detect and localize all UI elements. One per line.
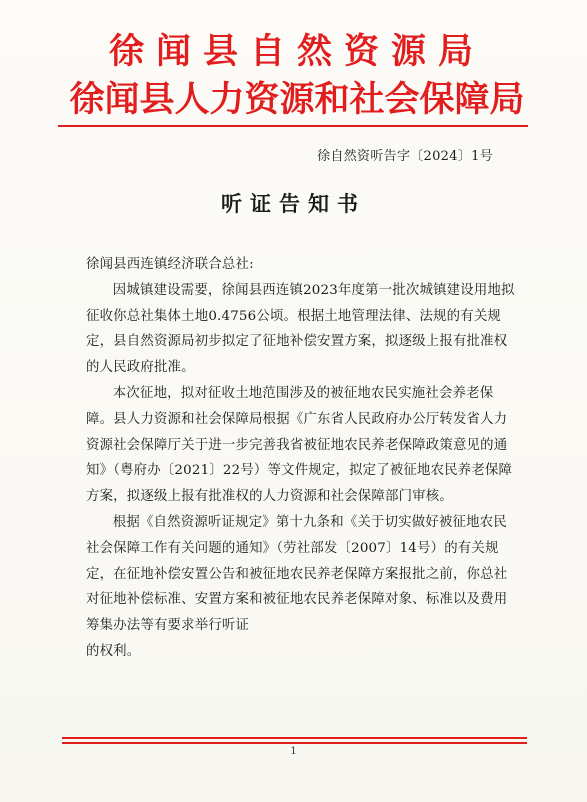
issuer-name-2: 徐闻县人力资源和社会保障局 — [69, 79, 525, 120]
body-paragraph-3: 根据《自然资源听证规定》第十九条和《关于切实做好被征地农民社会保障工作有关问题的通知》（劳社部发〔2007〕14号）的有关规定，在征地补偿安置公告和被征地农民养老保障方案报批之前，你总社对征地补偿标准、安置方案和被征地农民养老保障对象、标准以及费用筹集办法等有要求举行听证 — [86, 514, 508, 634]
page-number: 1 — [290, 746, 297, 757]
salutation: 徐闻县西连镇经济联合总社: — [86, 257, 254, 272]
header-divider — [58, 125, 528, 127]
issuer-name-1: 徐闻县自然资源局 — [108, 31, 485, 72]
footer-divider-bottom — [62, 742, 527, 744]
document-number: 徐自然资听告字〔2024〕1号 — [317, 149, 493, 164]
body-paragraph-tail: 的权利。 — [86, 643, 141, 659]
document-body — [86, 252, 516, 665]
body-paragraph-2: 本次征地，拟对征收土地范围涉及的被征地农民实施社会养老保障。县人力资源和社会保障局根据《广东省人民政府办公厅转发省人力资源社会保障厅关于进一步完善我省被征地农民养老保障政策意见的通知》（粤府办〔2021〕22号）等文件规定，拟定了被征地农民养老保障方案，拟逐级上报有批准权的人力资源和社会保障部门审核。 — [86, 385, 513, 505]
document-title: 听证告知书 — [221, 191, 366, 216]
footer-divider-top — [62, 737, 527, 739]
body-paragraph-1: 因城镇建设需要，徐闻县西连镇2023年度第一批次城镇建设用地拟征收你总社集体土地0.4756公顷。根据土地管理法律、法规的有关规定，县自然资源局初步拟定了征地补偿安置方案，拟逐级上报有批准权的人民政府批准。 — [86, 282, 515, 376]
